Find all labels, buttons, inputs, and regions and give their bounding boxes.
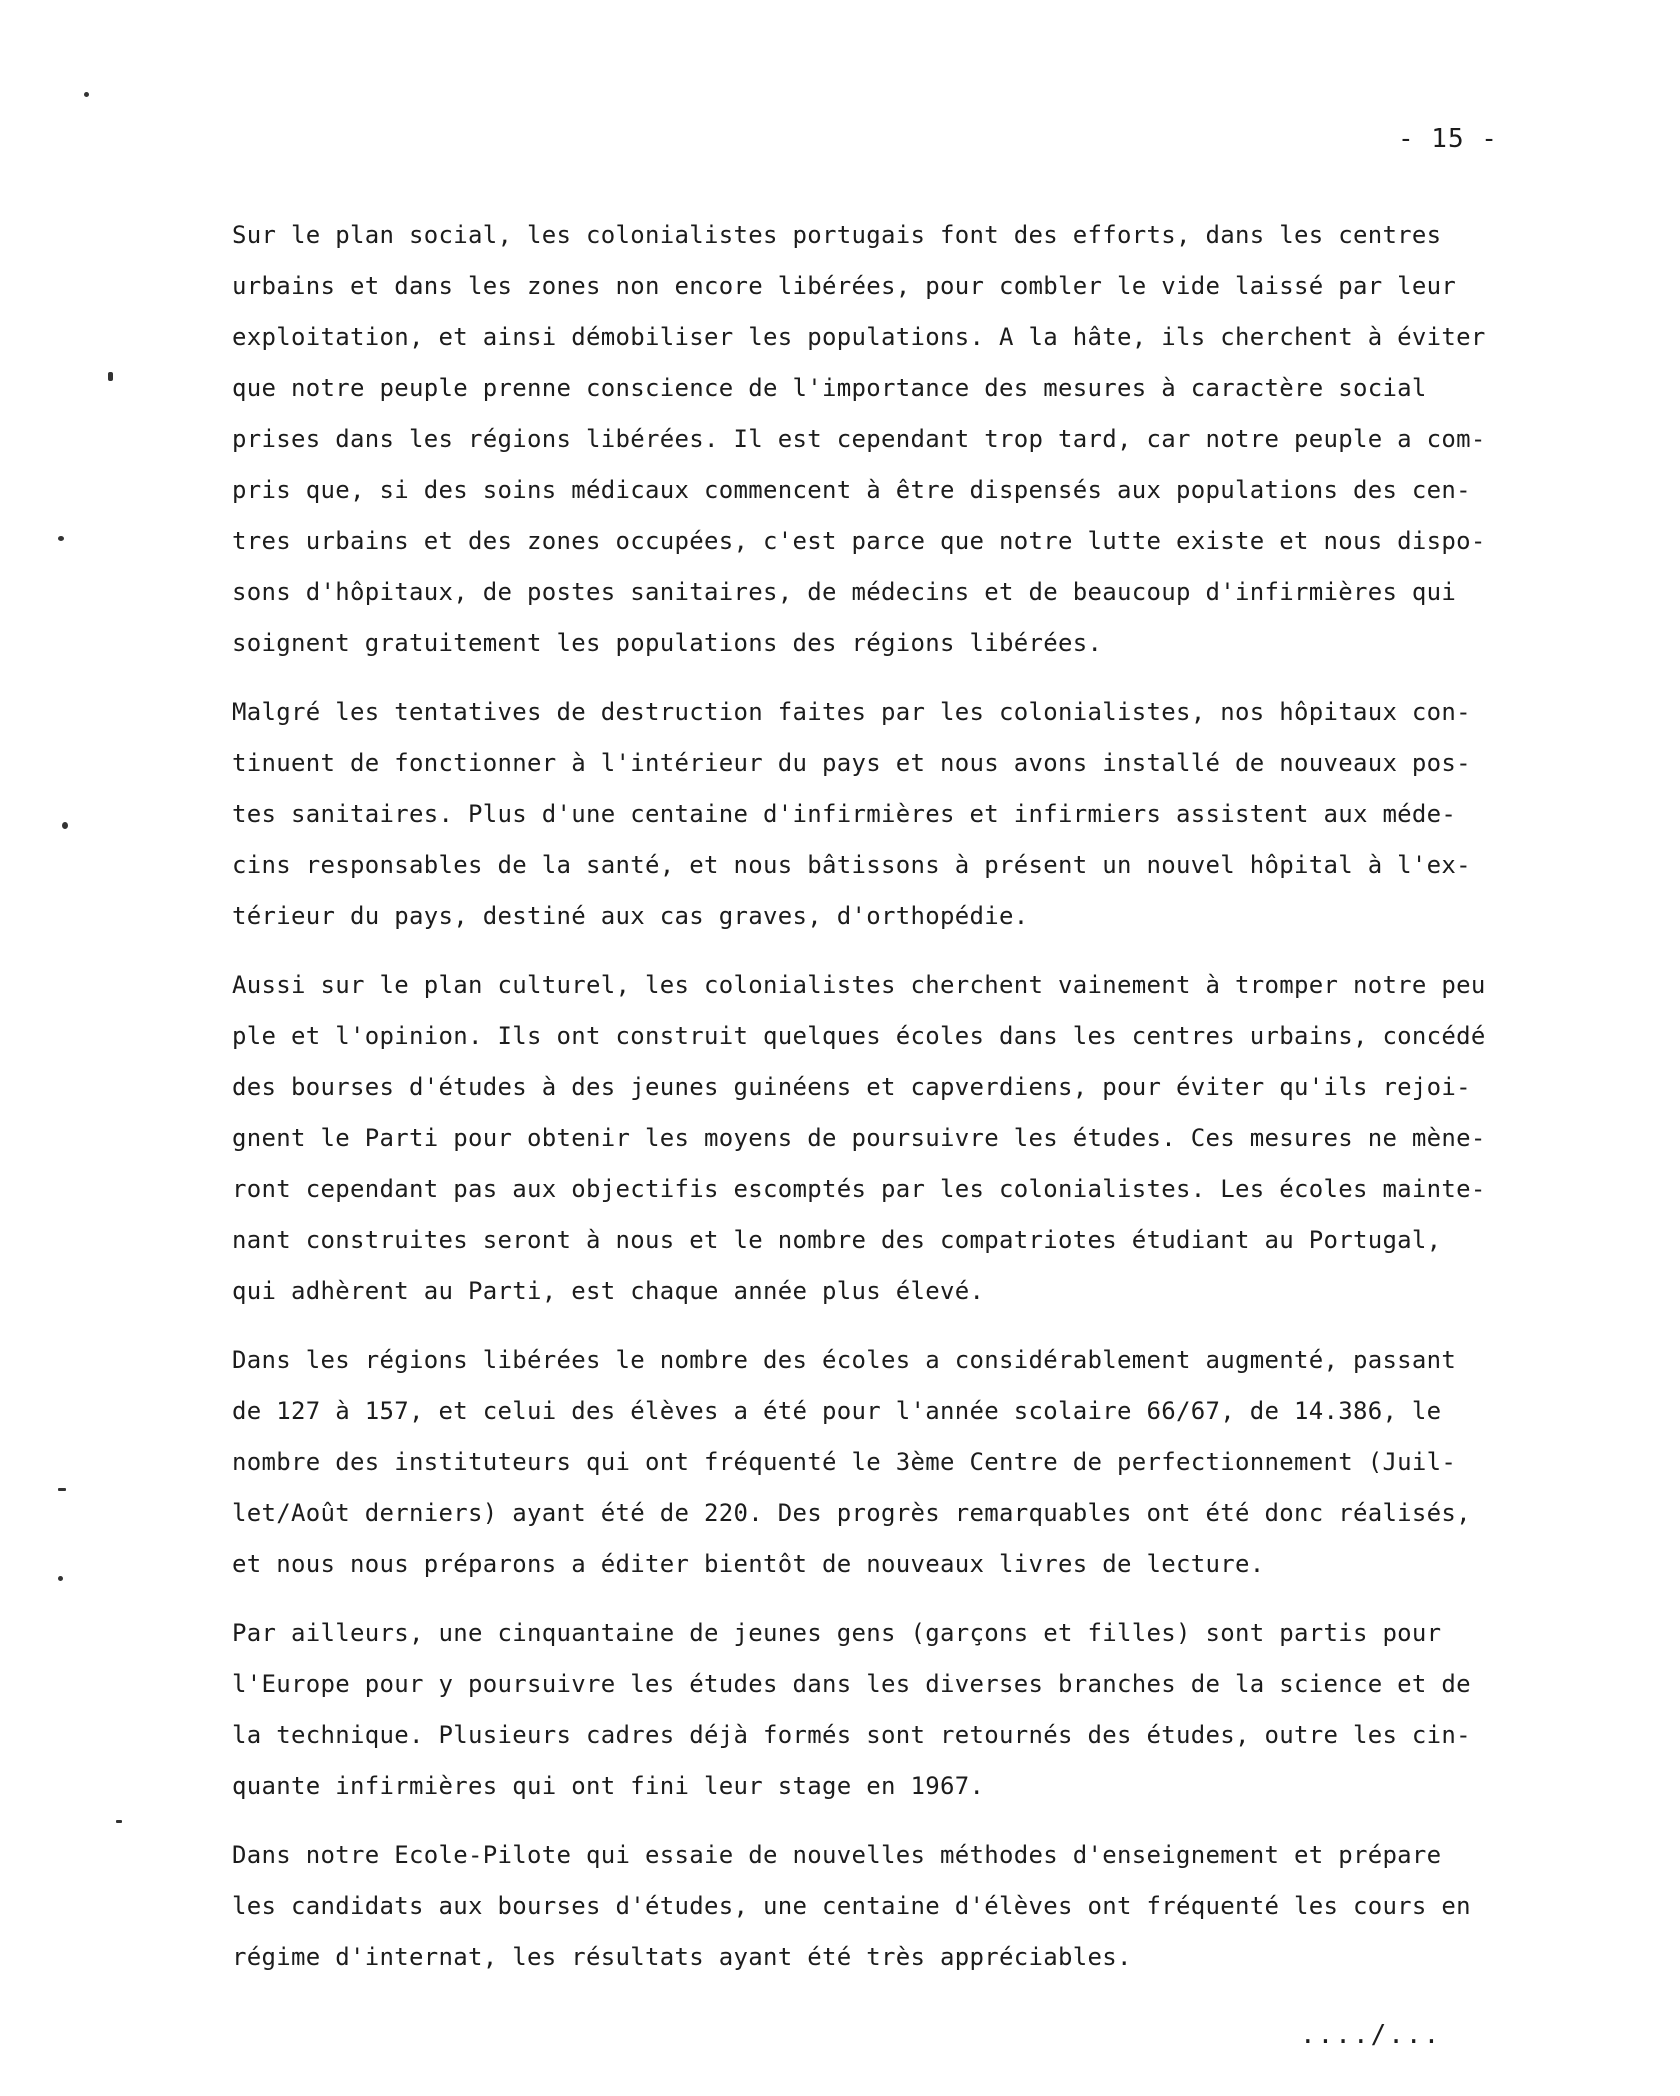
text-line: tinuent de fonctionner à l'intérieur du pays et nous avons installé de nouveaux pos- bbox=[232, 749, 1471, 777]
text-line: régime d'internat, les résultats ayant été très appréciables. bbox=[232, 1943, 1132, 1971]
paragraph-students-abroad bbox=[232, 1608, 1592, 1812]
text-line: Dans les régions libérées le nombre des écoles a considérablement augmenté, passant bbox=[232, 1346, 1457, 1374]
scan-speck bbox=[116, 1820, 122, 1823]
text-line: qui adhèrent au Parti, est chaque année plus élevé. bbox=[232, 1277, 985, 1305]
text-line: térieur du pays, destiné aux cas graves, d'orthopédie. bbox=[232, 902, 1029, 930]
text-line: let/Août derniers) ayant été de 220. Des progrès remarquables ont été donc réalisés, bbox=[232, 1499, 1471, 1527]
text-line: les candidats aux bourses d'études, une centaine d'élèves ont fréquenté les cours en bbox=[232, 1892, 1471, 1920]
paragraph-cultural-plan bbox=[232, 960, 1592, 1317]
continuation-mark: ..../... bbox=[1300, 2020, 1442, 2050]
text-line: sons d'hôpitaux, de postes sanitaires, de médecins et de beaucoup d'infirmières qui bbox=[232, 578, 1457, 606]
text-line: exploitation, et ainsi démobiliser les populations. A la hâte, ils cherchent à éviter bbox=[232, 323, 1486, 351]
text-line: nant construites seront à nous et le nombre des compatriotes étudiant au Portugal, bbox=[232, 1226, 1442, 1254]
text-line: la technique. Plusieurs cadres déjà formés sont retournés des études, outre les cin- bbox=[232, 1721, 1471, 1749]
text-line: ple et l'opinion. Ils ont construit quelques écoles dans les centres urbains, concédé bbox=[232, 1022, 1486, 1050]
text-line: quante infirmières qui ont fini leur stage en 1967. bbox=[232, 1772, 985, 1800]
text-line: Sur le plan social, les colonialistes portugais font des efforts, dans les centres bbox=[232, 221, 1442, 249]
paragraph-pilot-school bbox=[232, 1830, 1592, 1983]
text-line: Par ailleurs, une cinquantaine de jeunes gens (garçons et filles) sont partis pour bbox=[232, 1619, 1442, 1647]
scan-speck bbox=[84, 92, 89, 97]
scan-speck bbox=[58, 536, 64, 541]
text-line: cins responsables de la santé, et nous bâtissons à présent un nouvel hôpital à l'ex- bbox=[232, 851, 1471, 879]
text-line: gnent le Parti pour obtenir les moyens de poursuivre les études. Ces mesures ne mène- bbox=[232, 1124, 1486, 1152]
text-line: ront cependant pas aux objectifis escomptés par les colonialistes. Les écoles mainte- bbox=[232, 1175, 1486, 1203]
text-line: des bourses d'études à des jeunes guinéens et capverdiens, pour éviter qu'ils rejoi- bbox=[232, 1073, 1471, 1101]
text-line: prises dans les régions libérées. Il est cependant trop tard, car notre peuple a com- bbox=[232, 425, 1486, 453]
text-line: Dans notre Ecole-Pilote qui essaie de nouvelles méthodes d'enseignement et prépare bbox=[232, 1841, 1442, 1869]
text-line: Aussi sur le plan culturel, les colonialistes cherchent vainement à tromper notre peu bbox=[232, 971, 1486, 999]
text-line: pris que, si des soins médicaux commencent à être dispensés aux populations des cen- bbox=[232, 476, 1471, 504]
scan-speck bbox=[62, 822, 68, 829]
text-line: de 127 à 157, et celui des élèves a été pour l'année scolaire 66/67, de 14.386, le bbox=[232, 1397, 1442, 1425]
text-line: urbains et dans les zones non encore libérées, pour combler le vide laissé par leur bbox=[232, 272, 1457, 300]
text-line: que notre peuple prenne conscience de l'importance des mesures à caractère social bbox=[232, 374, 1427, 402]
scan-speck bbox=[58, 1488, 66, 1491]
body-text bbox=[232, 210, 1592, 2001]
paragraph-hospitals bbox=[232, 687, 1592, 942]
text-line: tes sanitaires. Plus d'une centaine d'infirmières et infirmiers assistent aux méde- bbox=[232, 800, 1457, 828]
text-line: tres urbains et des zones occupées, c'est parce que notre lutte existe et nous dispo- bbox=[232, 527, 1486, 555]
text-line: et nous nous préparons a éditer bientôt de nouveaux livres de lecture. bbox=[232, 1550, 1265, 1578]
text-line: Malgré les tentatives de destruction faites par les colonialistes, nos hôpitaux con- bbox=[232, 698, 1471, 726]
scan-speck bbox=[58, 1576, 63, 1581]
text-line: nombre des instituteurs qui ont fréquenté le 3ème Centre de perfectionnement (Juil- bbox=[232, 1448, 1457, 1476]
text-line: l'Europe pour y poursuivre les études dans les diverses branches de la science et de bbox=[232, 1670, 1471, 1698]
text-line: soignent gratuitement les populations des régions libérées. bbox=[232, 629, 1103, 657]
paragraph-schools bbox=[232, 1335, 1592, 1590]
paragraph-social-plan bbox=[232, 210, 1592, 669]
scan-speck bbox=[108, 372, 113, 381]
page-number: - 15 - bbox=[1398, 124, 1498, 154]
